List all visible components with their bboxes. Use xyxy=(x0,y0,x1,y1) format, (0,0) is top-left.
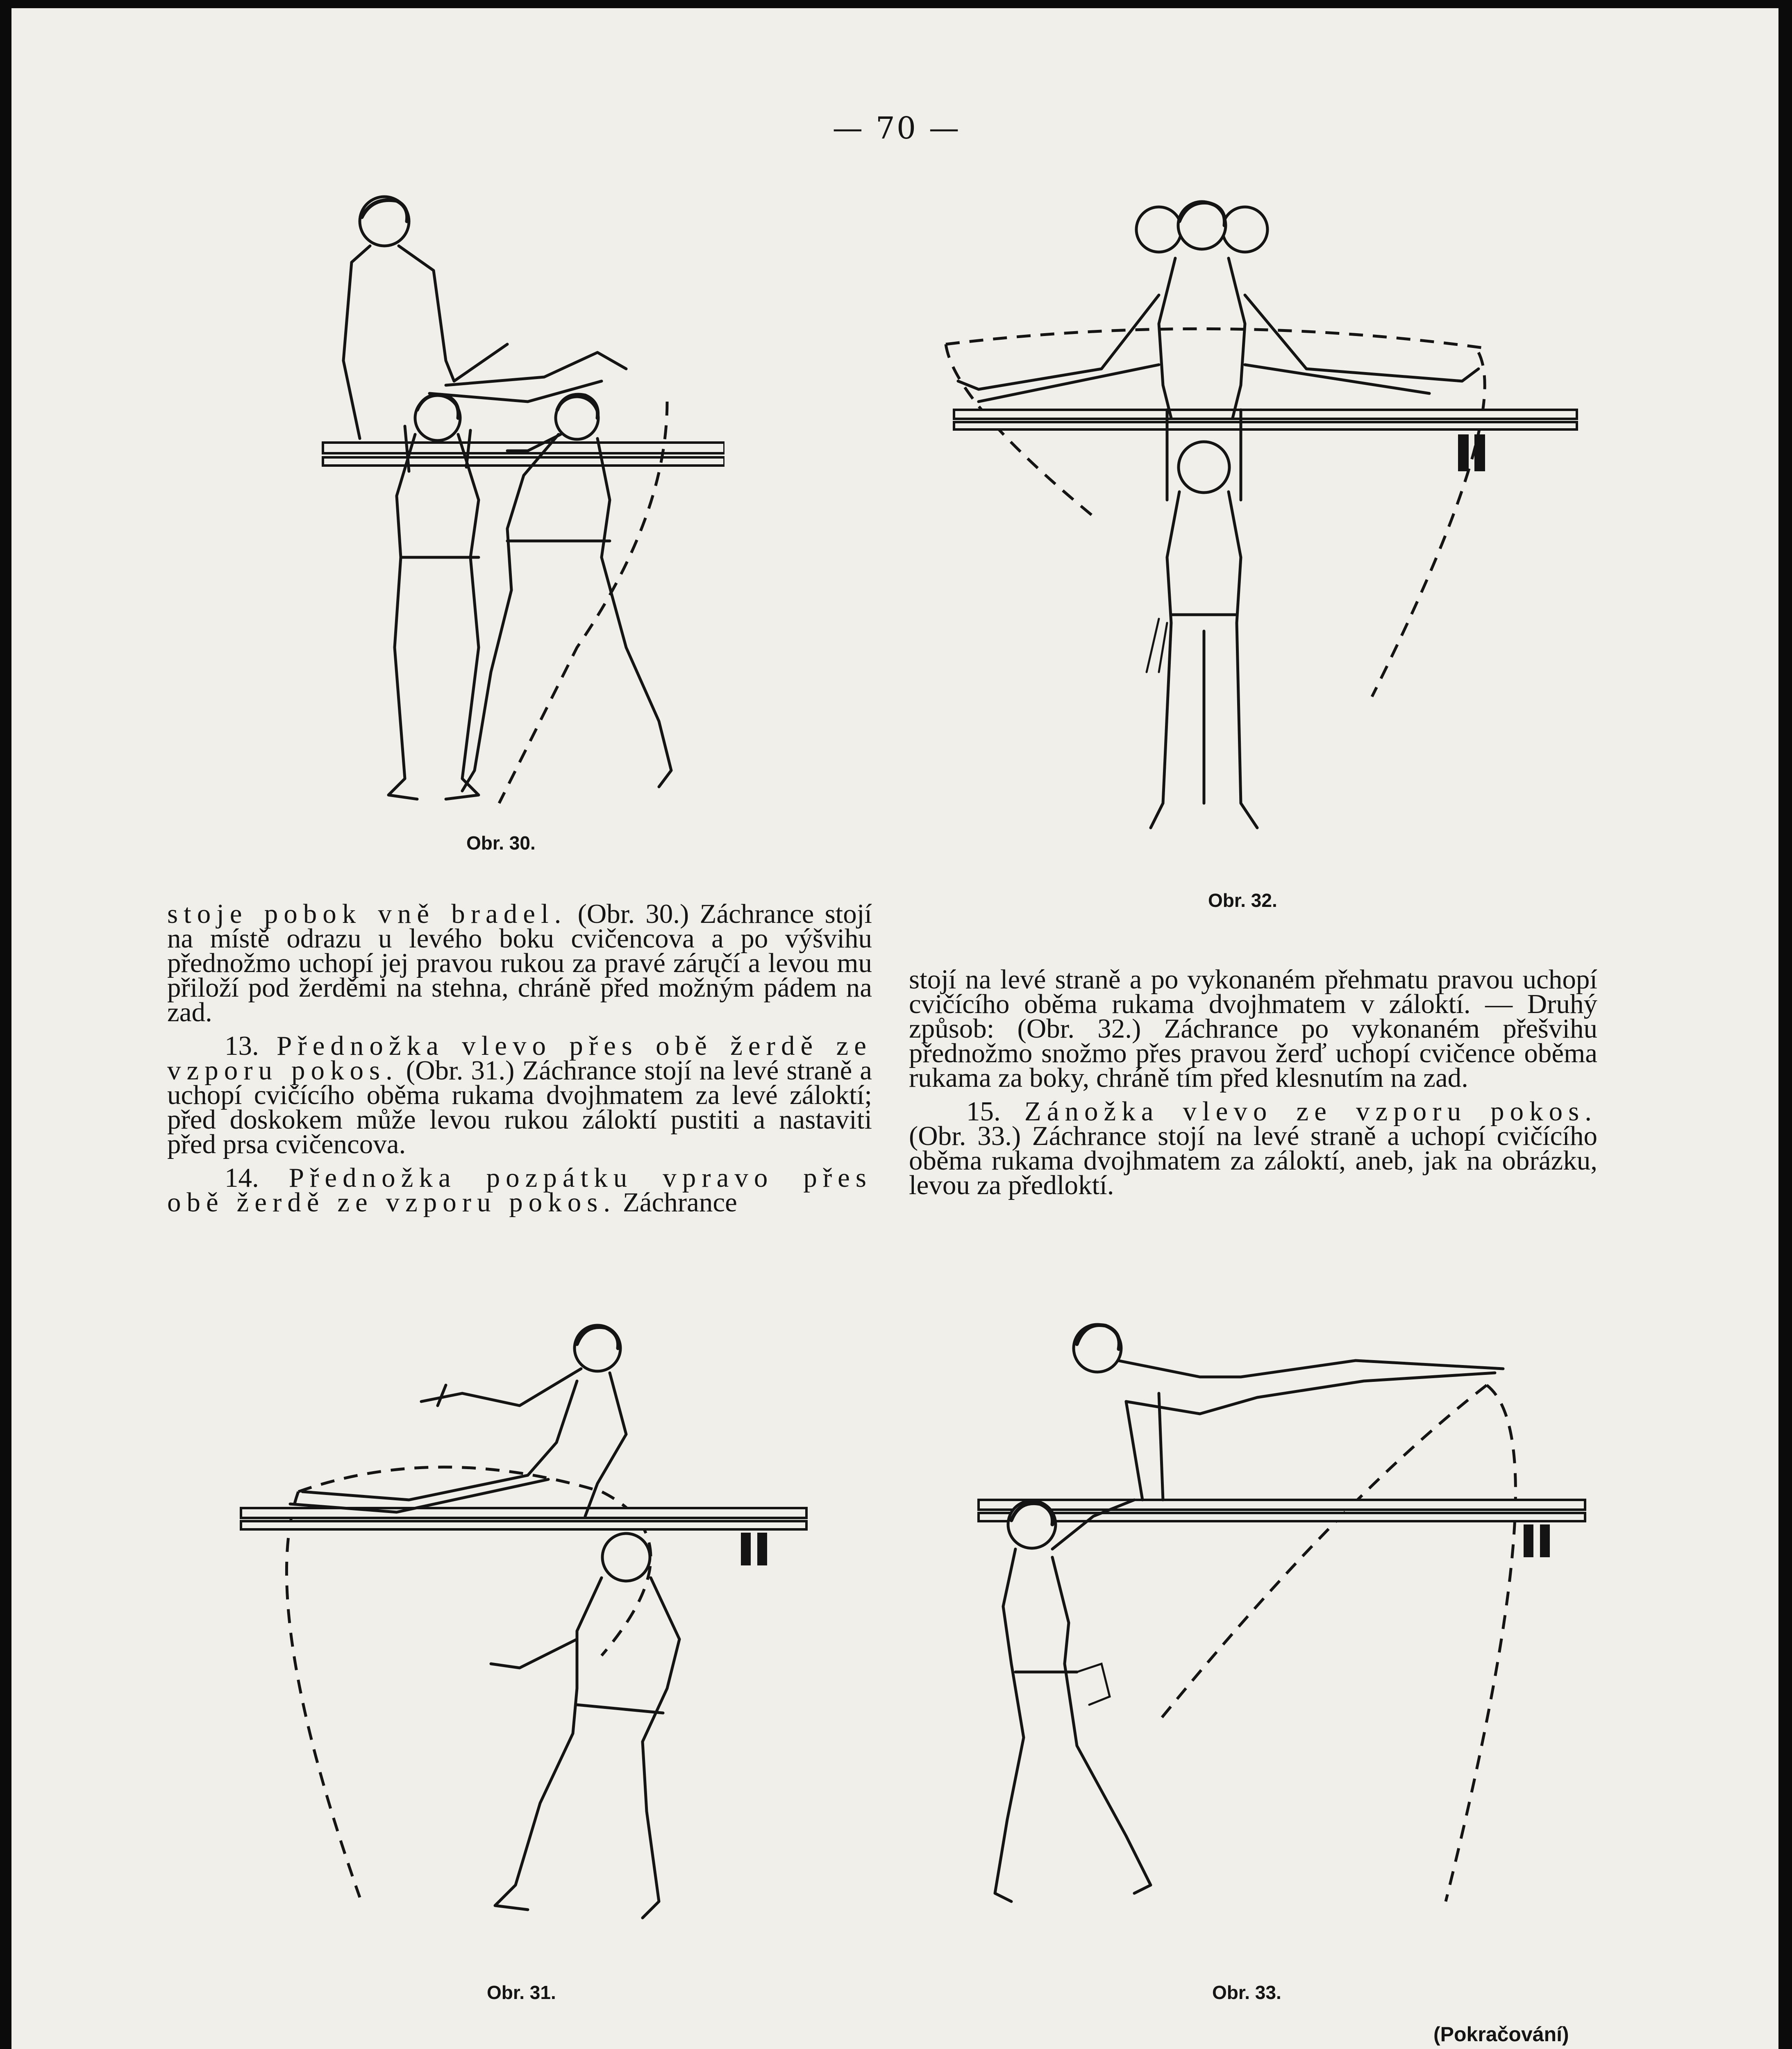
spaced-heading: Zánožka vlevo ze vzporu pokos. xyxy=(1000,1096,1597,1127)
paragraph-text: Záchrance xyxy=(616,1187,737,1218)
figure-31-caption: Obr. 31. xyxy=(487,1982,556,2003)
figure-33-illustration xyxy=(970,1311,1626,1975)
figure-32-caption: Obr. 32. xyxy=(1208,890,1277,911)
paragraph-15 xyxy=(909,1096,1597,1200)
continued-note: (Pokračování) xyxy=(1433,2023,1569,2046)
spaced-heading: stoje pobok vně bradel. xyxy=(167,899,567,929)
page-number: — 70 — xyxy=(832,111,961,146)
paragraph-number: 15. xyxy=(966,1096,1001,1127)
paragraph-13 xyxy=(167,1031,872,1159)
paragraph-text: (Obr. 31.) Záchrance stojí na levé straně a uchopí cvičícího oběma rukama dvojhmatem za levé záloktí; před doskokem může levou rukou záloktí pustiti a nastaviti před prsa cvičencova. xyxy=(167,1055,872,1159)
paragraph-number: 13. xyxy=(225,1031,259,1061)
paragraph-14-continued xyxy=(909,964,1597,1093)
figure-32-illustration xyxy=(929,189,1593,852)
figure-32-drawing xyxy=(929,189,1593,852)
figure-30-illustration xyxy=(315,189,725,828)
paragraph-12-continued xyxy=(167,899,872,1027)
paragraph-text: stojí na levé straně a po vykonaném přehmatu pravou uchopí cvičícího oběma rukama dvojhmatem v záloktí. — Druhý způsob: (Obr. 32.) Záchrance po vykonaném přešvihu přednožmo snožmo přes pravou žerď uchopí cvičence oběma rukama za boky, chráně tím před klesnutím na zad. xyxy=(909,964,1597,1093)
spaced-heading: Přednožka vlevo přes obě žerdě ze vzporu pokos. xyxy=(167,1031,872,1086)
spaced-heading: Přednožka pozpátku vpravo přes obě žerdě ze vzporu pokos. xyxy=(167,1163,872,1218)
figure-33-caption: Obr. 33. xyxy=(1212,1982,1281,2003)
figure-33-drawing xyxy=(970,1311,1626,1975)
figure-31-drawing xyxy=(233,1320,847,1983)
paragraph-text: (Obr. 30.) Záchrance stojí na místě odrazu u levého boku cvičencova a po výšvihu přednožmo uchopí jej pravou rukou za pravé zárųčí a levou mu přiloží pod žerděmi na stehna, chráně před možným pádem na zad. xyxy=(167,899,872,1027)
figure-30-caption: Obr. 30. xyxy=(466,832,536,854)
paragraph-14 xyxy=(167,1163,872,1218)
right-text-column xyxy=(909,964,1597,1206)
left-text-column xyxy=(167,899,872,1224)
figure-31-illustration xyxy=(233,1320,847,1983)
paragraph-number: 14. xyxy=(225,1163,259,1193)
paragraph-text: (Obr. 33.) Záchrance stojí na levé straně a uchopí cvičícího oběma rukama dvojhmatem za záloktí, aneb, jak na obrázku, levou za předloktí. xyxy=(909,1121,1597,1200)
document-page xyxy=(11,8,1778,2049)
figure-30-drawing xyxy=(315,189,725,828)
